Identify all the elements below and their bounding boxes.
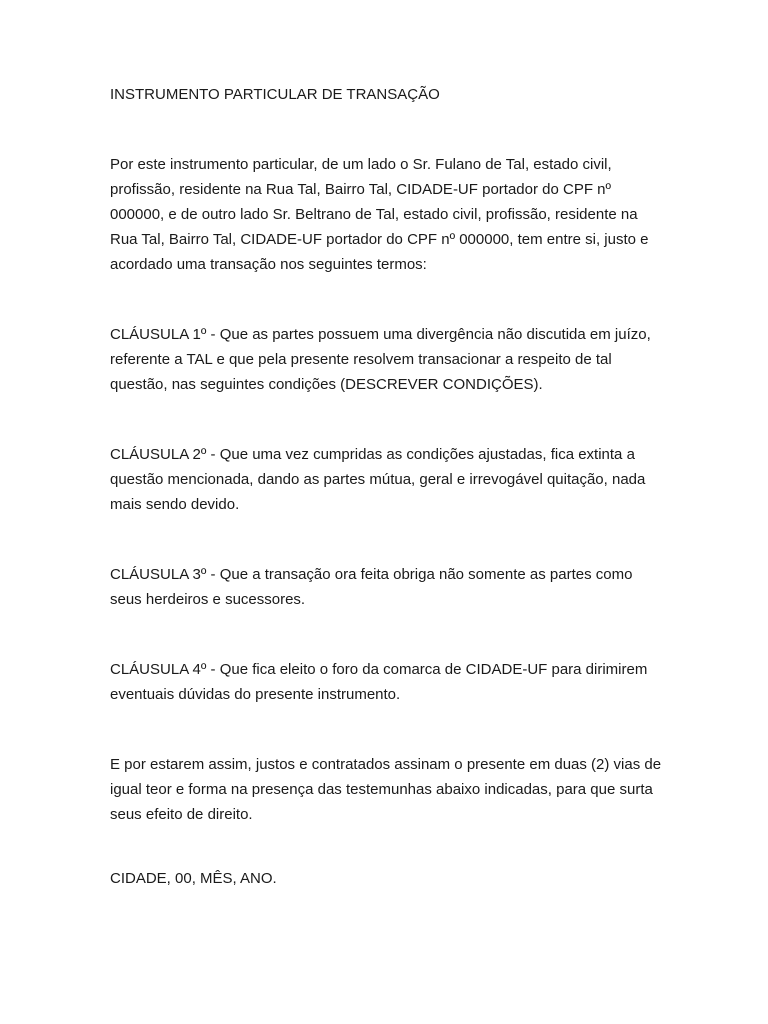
document-title: INSTRUMENTO PARTICULAR DE TRANSAÇÃO	[110, 86, 440, 103]
date-line: CIDADE, 00, MÊS, ANO.	[110, 870, 277, 887]
clause-2: CLÁUSULA 2º - Que uma vez cumpridas as condições ajustadas, fica extinta a questão mencionada, dando as partes mútua, geral e irrevogável quitação, nada mais sendo devido.	[110, 446, 646, 513]
clause-4: CLÁUSULA 4º - Que fica eleito o foro da comarca de CIDADE-UF para dirimirem eventuais dúvidas do presente instrumento.	[110, 661, 648, 703]
clause-3: CLÁUSULA 3º - Que a transação ora feita obriga não somente as partes como seus herdeiros e sucessores.	[110, 566, 633, 608]
intro-paragraph: Por este instrumento particular, de um lado o Sr. Fulano de Tal, estado civil, profissão, residente na Rua Tal, Bairro Tal, CIDADE-UF portador do CPF nº 000000, e de outro lado Sr. Beltrano de Tal, estado civil, profissão, residente na Rua Tal, Bairro Tal, CIDADE-UF portador do CPF nº 000000, tem entre si, justo e acordado uma transação nos seguintes termos:	[110, 156, 649, 273]
closing-paragraph: E por estarem assim, justos e contratados assinam o presente em duas (2) vias de igual teor e forma na presença das testemunhas abaixo indicadas, para que surta seus efeito de direito.	[110, 756, 662, 823]
document-page	[110, 82, 666, 891]
clause-1: CLÁUSULA 1º - Que as partes possuem uma divergência não discutida em juízo, referente a TAL e que pela presente resolvem transacionar a respeito de tal questão, nas seguintes condições (DESCREVER CONDIÇÕES).	[110, 326, 651, 393]
